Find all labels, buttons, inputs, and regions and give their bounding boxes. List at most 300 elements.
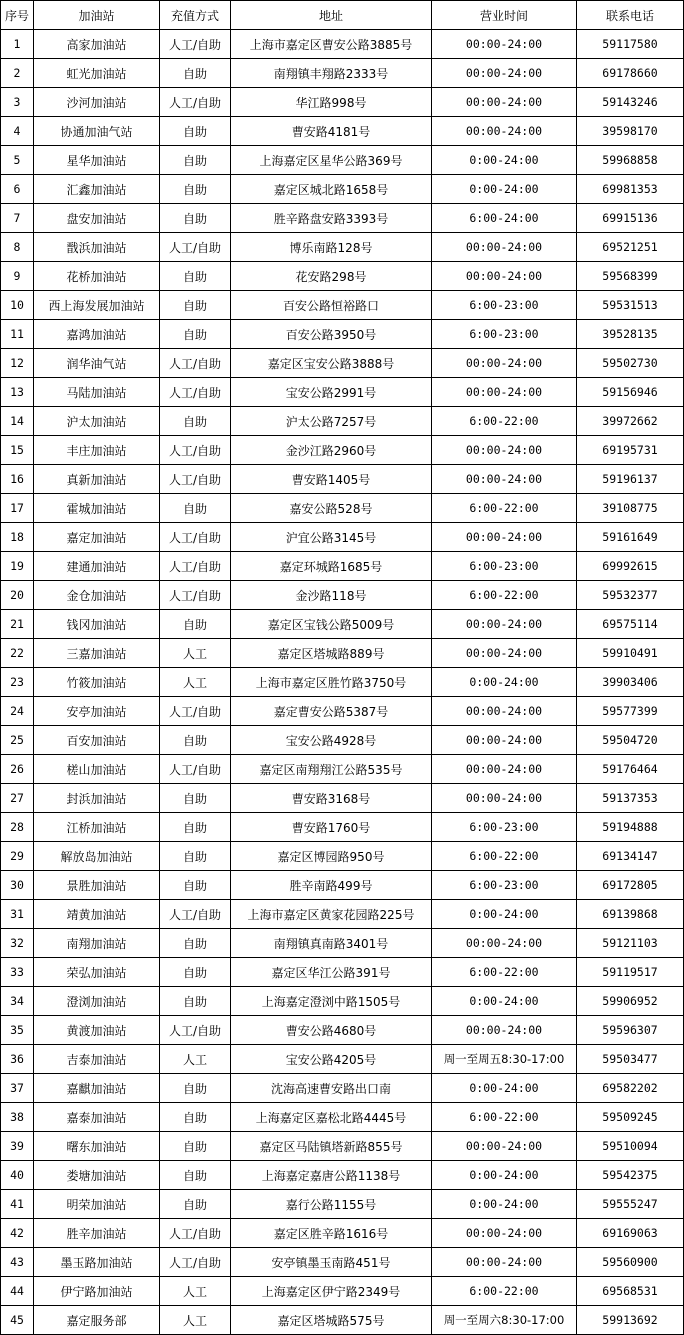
cell-phone: 39972662 <box>577 407 684 436</box>
cell-station: 景胜加油站 <box>34 871 160 900</box>
header-business-hours: 营业时间 <box>432 1 577 30</box>
cell-station: 嘉定服务部 <box>34 1306 160 1335</box>
cell-payment-method: 自助 <box>160 59 231 88</box>
cell-business-hours: 6:00-22:00 <box>432 958 577 987</box>
cell-station: 嘉定加油站 <box>34 523 160 552</box>
cell-index: 2 <box>1 59 34 88</box>
cell-business-hours: 00:00-24:00 <box>432 1132 577 1161</box>
cell-phone: 69981353 <box>577 175 684 204</box>
cell-address: 嘉定区博园路950号 <box>231 842 432 871</box>
cell-address: 嘉定区城北路1658号 <box>231 175 432 204</box>
cell-business-hours: 00:00-24:00 <box>432 88 577 117</box>
cell-index: 11 <box>1 320 34 349</box>
cell-payment-method: 自助 <box>160 842 231 871</box>
cell-payment-method: 人工 <box>160 1277 231 1306</box>
cell-business-hours: 6:00-22:00 <box>432 581 577 610</box>
cell-address: 嘉定区胜辛路1616号 <box>231 1219 432 1248</box>
cell-payment-method: 人工/自助 <box>160 1219 231 1248</box>
cell-business-hours: 00:00-24:00 <box>432 755 577 784</box>
cell-address: 南翔镇丰翔路2333号 <box>231 59 432 88</box>
cell-station: 解放岛加油站 <box>34 842 160 871</box>
cell-payment-method: 自助 <box>160 146 231 175</box>
cell-index: 8 <box>1 233 34 262</box>
cell-index: 9 <box>1 262 34 291</box>
cell-payment-method: 自助 <box>160 813 231 842</box>
cell-address: 曹安路3168号 <box>231 784 432 813</box>
cell-station: 沪太加油站 <box>34 407 160 436</box>
cell-payment-method: 自助 <box>160 610 231 639</box>
cell-phone: 59577399 <box>577 697 684 726</box>
cell-payment-method: 自助 <box>160 320 231 349</box>
cell-address: 嘉定曹安公路5387号 <box>231 697 432 726</box>
cell-index: 12 <box>1 349 34 378</box>
cell-station: 西上海发展加油站 <box>34 291 160 320</box>
cell-business-hours: 00:00-24:00 <box>432 1219 577 1248</box>
cell-business-hours: 6:00-23:00 <box>432 871 577 900</box>
cell-phone: 59119517 <box>577 958 684 987</box>
table-row <box>1 900 684 929</box>
table-row <box>1 1277 684 1306</box>
cell-payment-method: 自助 <box>160 1190 231 1219</box>
cell-address: 嘉定区马陆镇塔新路855号 <box>231 1132 432 1161</box>
cell-index: 1 <box>1 30 34 59</box>
cell-phone: 69169063 <box>577 1219 684 1248</box>
cell-payment-method: 自助 <box>160 204 231 233</box>
cell-business-hours: 6:00-22:00 <box>432 1277 577 1306</box>
cell-phone: 59503477 <box>577 1045 684 1074</box>
cell-index: 19 <box>1 552 34 581</box>
cell-address: 胜辛路盘安路3393号 <box>231 204 432 233</box>
cell-business-hours: 0:00-24:00 <box>432 1190 577 1219</box>
table-row <box>1 320 684 349</box>
cell-phone: 69178660 <box>577 59 684 88</box>
cell-payment-method: 自助 <box>160 871 231 900</box>
cell-index: 41 <box>1 1190 34 1219</box>
cell-index: 33 <box>1 958 34 987</box>
cell-address: 沪太公路7257号 <box>231 407 432 436</box>
cell-address: 金沙路118号 <box>231 581 432 610</box>
cell-payment-method: 人工/自助 <box>160 697 231 726</box>
cell-phone: 59161649 <box>577 523 684 552</box>
cell-business-hours: 00:00-24:00 <box>432 1016 577 1045</box>
cell-business-hours: 00:00-24:00 <box>432 929 577 958</box>
cell-address: 曹安路4181号 <box>231 117 432 146</box>
cell-payment-method: 人工 <box>160 1045 231 1074</box>
cell-station: 嘉泰加油站 <box>34 1103 160 1132</box>
cell-business-hours: 00:00-24:00 <box>432 610 577 639</box>
cell-payment-method: 人工/自助 <box>160 378 231 407</box>
cell-payment-method: 人工/自助 <box>160 30 231 59</box>
table-row <box>1 30 684 59</box>
cell-station: 嘉麒加油站 <box>34 1074 160 1103</box>
cell-station: 吉泰加油站 <box>34 1045 160 1074</box>
cell-index: 26 <box>1 755 34 784</box>
table-row <box>1 784 684 813</box>
cell-index: 18 <box>1 523 34 552</box>
cell-address: 曹安路1405号 <box>231 465 432 494</box>
cell-index: 38 <box>1 1103 34 1132</box>
cell-phone: 59176464 <box>577 755 684 784</box>
cell-index: 15 <box>1 436 34 465</box>
table-row <box>1 262 684 291</box>
cell-phone: 69172805 <box>577 871 684 900</box>
cell-station: 南翔加油站 <box>34 929 160 958</box>
cell-index: 14 <box>1 407 34 436</box>
table-row <box>1 465 684 494</box>
cell-address: 宝安公路4205号 <box>231 1045 432 1074</box>
cell-phone: 69568531 <box>577 1277 684 1306</box>
cell-phone: 69575114 <box>577 610 684 639</box>
cell-phone: 59143246 <box>577 88 684 117</box>
cell-index: 34 <box>1 987 34 1016</box>
cell-business-hours: 00:00-24:00 <box>432 784 577 813</box>
cell-business-hours: 周一至周五8:30-17:00 <box>432 1045 577 1074</box>
cell-payment-method: 人工/自助 <box>160 523 231 552</box>
cell-business-hours: 6:00-22:00 <box>432 842 577 871</box>
header-address: 地址 <box>231 1 432 30</box>
cell-station: 高家加油站 <box>34 30 160 59</box>
table-row <box>1 204 684 233</box>
cell-business-hours: 00:00-24:00 <box>432 262 577 291</box>
cell-business-hours: 0:00-24:00 <box>432 987 577 1016</box>
cell-address: 嘉定区宝安公路3888号 <box>231 349 432 378</box>
cell-phone: 69139868 <box>577 900 684 929</box>
table-row <box>1 552 684 581</box>
table-row <box>1 755 684 784</box>
cell-business-hours: 00:00-24:00 <box>432 436 577 465</box>
cell-business-hours: 00:00-24:00 <box>432 30 577 59</box>
cell-address: 宝安公路4928号 <box>231 726 432 755</box>
cell-business-hours: 00:00-24:00 <box>432 59 577 88</box>
cell-station: 明荣加油站 <box>34 1190 160 1219</box>
cell-station: 墨玉路加油站 <box>34 1248 160 1277</box>
table-row <box>1 958 684 987</box>
cell-address: 嘉定环城路1685号 <box>231 552 432 581</box>
cell-payment-method: 人工 <box>160 668 231 697</box>
cell-station: 沙河加油站 <box>34 88 160 117</box>
cell-address: 上海市嘉定区黄家花园路225号 <box>231 900 432 929</box>
cell-payment-method: 自助 <box>160 1103 231 1132</box>
cell-payment-method: 人工/自助 <box>160 581 231 610</box>
cell-phone: 59906952 <box>577 987 684 1016</box>
cell-station: 钱冈加油站 <box>34 610 160 639</box>
cell-station: 伊宁路加油站 <box>34 1277 160 1306</box>
cell-address: 宝安公路2991号 <box>231 378 432 407</box>
cell-index: 20 <box>1 581 34 610</box>
cell-station: 安亭加油站 <box>34 697 160 726</box>
table-row <box>1 929 684 958</box>
cell-station: 黄渡加油站 <box>34 1016 160 1045</box>
cell-index: 22 <box>1 639 34 668</box>
cell-payment-method: 自助 <box>160 784 231 813</box>
cell-business-hours: 6:00-22:00 <box>432 494 577 523</box>
cell-station: 三嘉加油站 <box>34 639 160 668</box>
cell-index: 25 <box>1 726 34 755</box>
cell-index: 13 <box>1 378 34 407</box>
cell-index: 29 <box>1 842 34 871</box>
table-row <box>1 1161 684 1190</box>
cell-business-hours: 0:00-24:00 <box>432 175 577 204</box>
cell-phone: 59502730 <box>577 349 684 378</box>
cell-phone: 69195731 <box>577 436 684 465</box>
cell-phone: 59194888 <box>577 813 684 842</box>
table-row <box>1 842 684 871</box>
cell-payment-method: 人工/自助 <box>160 755 231 784</box>
cell-index: 44 <box>1 1277 34 1306</box>
table-row <box>1 175 684 204</box>
cell-address: 上海嘉定嘉唐公路1138号 <box>231 1161 432 1190</box>
table-row <box>1 378 684 407</box>
table-row <box>1 1248 684 1277</box>
cell-phone: 69992615 <box>577 552 684 581</box>
cell-address: 南翔镇真南路3401号 <box>231 929 432 958</box>
cell-station: 嘉鸿加油站 <box>34 320 160 349</box>
cell-payment-method: 自助 <box>160 117 231 146</box>
table-row <box>1 59 684 88</box>
cell-payment-method: 自助 <box>160 929 231 958</box>
cell-phone: 59510094 <box>577 1132 684 1161</box>
cell-business-hours: 0:00-24:00 <box>432 146 577 175</box>
cell-phone: 59910491 <box>577 639 684 668</box>
cell-station: 金仓加油站 <box>34 581 160 610</box>
cell-phone: 59117580 <box>577 30 684 59</box>
cell-phone: 59509245 <box>577 1103 684 1132</box>
cell-phone: 59542375 <box>577 1161 684 1190</box>
cell-station: 封浜加油站 <box>34 784 160 813</box>
cell-index: 24 <box>1 697 34 726</box>
cell-business-hours: 6:00-23:00 <box>432 813 577 842</box>
header-phone: 联系电话 <box>577 1 684 30</box>
table-row <box>1 233 684 262</box>
cell-payment-method: 人工 <box>160 1306 231 1335</box>
cell-phone: 69521251 <box>577 233 684 262</box>
cell-index: 45 <box>1 1306 34 1335</box>
cell-index: 32 <box>1 929 34 958</box>
cell-index: 21 <box>1 610 34 639</box>
cell-payment-method: 自助 <box>160 1074 231 1103</box>
cell-address: 安亭镇墨玉南路451号 <box>231 1248 432 1277</box>
table-row <box>1 697 684 726</box>
cell-payment-method: 人工/自助 <box>160 436 231 465</box>
table-row <box>1 1190 684 1219</box>
cell-phone: 59156946 <box>577 378 684 407</box>
cell-payment-method: 人工/自助 <box>160 349 231 378</box>
cell-index: 6 <box>1 175 34 204</box>
cell-address: 华江路998号 <box>231 88 432 117</box>
cell-address: 嘉安公路528号 <box>231 494 432 523</box>
cell-address: 百安公路3950号 <box>231 320 432 349</box>
table-row <box>1 349 684 378</box>
cell-station: 霍城加油站 <box>34 494 160 523</box>
cell-station: 真新加油站 <box>34 465 160 494</box>
cell-phone: 59196137 <box>577 465 684 494</box>
cell-station: 汇鑫加油站 <box>34 175 160 204</box>
table-row <box>1 291 684 320</box>
table-row <box>1 581 684 610</box>
cell-business-hours: 6:00-22:00 <box>432 1103 577 1132</box>
cell-phone: 39598170 <box>577 117 684 146</box>
cell-phone: 59121103 <box>577 929 684 958</box>
cell-payment-method: 自助 <box>160 958 231 987</box>
cell-payment-method: 自助 <box>160 407 231 436</box>
cell-station: 靖黄加油站 <box>34 900 160 929</box>
cell-address: 上海嘉定区嘉松北路4445号 <box>231 1103 432 1132</box>
cell-payment-method: 人工/自助 <box>160 900 231 929</box>
table-row <box>1 813 684 842</box>
cell-business-hours: 00:00-24:00 <box>432 726 577 755</box>
cell-station: 盘安加油站 <box>34 204 160 233</box>
cell-payment-method: 自助 <box>160 987 231 1016</box>
cell-index: 28 <box>1 813 34 842</box>
cell-address: 嘉定区宝钱公路5009号 <box>231 610 432 639</box>
cell-address: 花安路298号 <box>231 262 432 291</box>
cell-address: 上海嘉定澄浏中路1505号 <box>231 987 432 1016</box>
cell-business-hours: 00:00-24:00 <box>432 697 577 726</box>
cell-business-hours: 00:00-24:00 <box>432 465 577 494</box>
cell-address: 上海市嘉定区胜竹路3750号 <box>231 668 432 697</box>
cell-address: 曹安路1760号 <box>231 813 432 842</box>
cell-address: 沪宜公路3145号 <box>231 523 432 552</box>
table-row <box>1 1045 684 1074</box>
cell-business-hours: 6:00-23:00 <box>432 291 577 320</box>
cell-payment-method: 自助 <box>160 726 231 755</box>
cell-address: 嘉定区塔城路889号 <box>231 639 432 668</box>
cell-station: 胜辛加油站 <box>34 1219 160 1248</box>
cell-station: 协通加油气站 <box>34 117 160 146</box>
cell-phone: 69582202 <box>577 1074 684 1103</box>
cell-address: 百安公路恒裕路口 <box>231 291 432 320</box>
cell-phone: 59532377 <box>577 581 684 610</box>
cell-index: 36 <box>1 1045 34 1074</box>
cell-business-hours: 0:00-24:00 <box>432 1074 577 1103</box>
cell-business-hours: 00:00-24:00 <box>432 349 577 378</box>
cell-payment-method: 自助 <box>160 494 231 523</box>
cell-address: 曹安公路4680号 <box>231 1016 432 1045</box>
table-row <box>1 1103 684 1132</box>
cell-station: 澄浏加油站 <box>34 987 160 1016</box>
cell-index: 5 <box>1 146 34 175</box>
cell-address: 嘉定区南翔翔江公路535号 <box>231 755 432 784</box>
cell-index: 4 <box>1 117 34 146</box>
cell-phone: 59504720 <box>577 726 684 755</box>
cell-phone: 59137353 <box>577 784 684 813</box>
cell-address: 上海市嘉定区曹安公路3885号 <box>231 30 432 59</box>
cell-station: 建通加油站 <box>34 552 160 581</box>
cell-index: 17 <box>1 494 34 523</box>
table-row <box>1 436 684 465</box>
cell-address: 嘉定区塔城路575号 <box>231 1306 432 1335</box>
cell-payment-method: 人工/自助 <box>160 88 231 117</box>
cell-address: 嘉行公路1155号 <box>231 1190 432 1219</box>
cell-index: 7 <box>1 204 34 233</box>
cell-station: 虹光加油站 <box>34 59 160 88</box>
cell-payment-method: 人工/自助 <box>160 552 231 581</box>
table-header-row <box>1 1 684 30</box>
cell-station: 花桥加油站 <box>34 262 160 291</box>
table-row <box>1 494 684 523</box>
cell-index: 42 <box>1 1219 34 1248</box>
cell-station: 润华油气站 <box>34 349 160 378</box>
cell-index: 16 <box>1 465 34 494</box>
cell-payment-method: 人工/自助 <box>160 1016 231 1045</box>
cell-index: 35 <box>1 1016 34 1045</box>
cell-payment-method: 自助 <box>160 291 231 320</box>
cell-index: 40 <box>1 1161 34 1190</box>
cell-station: 江桥加油站 <box>34 813 160 842</box>
cell-phone: 39528135 <box>577 320 684 349</box>
cell-payment-method: 人工/自助 <box>160 233 231 262</box>
table-row <box>1 146 684 175</box>
cell-index: 27 <box>1 784 34 813</box>
table-row <box>1 117 684 146</box>
cell-payment-method: 人工/自助 <box>160 1248 231 1277</box>
cell-station: 百安加油站 <box>34 726 160 755</box>
cell-phone: 69915136 <box>577 204 684 233</box>
cell-index: 23 <box>1 668 34 697</box>
cell-phone: 69134147 <box>577 842 684 871</box>
cell-business-hours: 6:00-23:00 <box>432 552 577 581</box>
table-row <box>1 1016 684 1045</box>
cell-payment-method: 人工 <box>160 639 231 668</box>
cell-business-hours: 00:00-24:00 <box>432 523 577 552</box>
cell-phone: 59568399 <box>577 262 684 291</box>
cell-address: 嘉定区华江公路391号 <box>231 958 432 987</box>
cell-phone: 39108775 <box>577 494 684 523</box>
cell-station: 竹筱加油站 <box>34 668 160 697</box>
cell-station: 曙东加油站 <box>34 1132 160 1161</box>
table-row <box>1 610 684 639</box>
table-row <box>1 871 684 900</box>
cell-address: 上海嘉定区星华公路369号 <box>231 146 432 175</box>
table-row <box>1 1074 684 1103</box>
table-row <box>1 668 684 697</box>
cell-phone: 59531513 <box>577 291 684 320</box>
cell-index: 30 <box>1 871 34 900</box>
cell-station: 荣弘加油站 <box>34 958 160 987</box>
cell-phone: 59555247 <box>577 1190 684 1219</box>
cell-business-hours: 00:00-24:00 <box>432 1248 577 1277</box>
header-station: 加油站 <box>34 1 160 30</box>
table-row <box>1 407 684 436</box>
cell-station: 马陆加油站 <box>34 378 160 407</box>
cell-business-hours: 00:00-24:00 <box>432 233 577 262</box>
cell-station: 丰庄加油站 <box>34 436 160 465</box>
table-row <box>1 1219 684 1248</box>
cell-address: 胜辛南路499号 <box>231 871 432 900</box>
cell-business-hours: 0:00-24:00 <box>432 668 577 697</box>
cell-phone: 59560900 <box>577 1248 684 1277</box>
cell-payment-method: 自助 <box>160 175 231 204</box>
table-row <box>1 1306 684 1335</box>
cell-address: 上海嘉定区伊宁路2349号 <box>231 1277 432 1306</box>
table-row <box>1 88 684 117</box>
cell-business-hours: 00:00-24:00 <box>432 378 577 407</box>
cell-business-hours: 00:00-24:00 <box>432 639 577 668</box>
cell-business-hours: 0:00-24:00 <box>432 900 577 929</box>
cell-payment-method: 自助 <box>160 1161 231 1190</box>
cell-business-hours: 6:00-22:00 <box>432 407 577 436</box>
cell-business-hours: 0:00-24:00 <box>432 1161 577 1190</box>
header-payment-method: 充值方式 <box>160 1 231 30</box>
cell-business-hours: 00:00-24:00 <box>432 117 577 146</box>
cell-business-hours: 6:00-23:00 <box>432 320 577 349</box>
cell-station: 星华加油站 <box>34 146 160 175</box>
cell-address: 博乐南路128号 <box>231 233 432 262</box>
cell-phone: 59913692 <box>577 1306 684 1335</box>
cell-business-hours: 6:00-24:00 <box>432 204 577 233</box>
table-row <box>1 726 684 755</box>
cell-index: 3 <box>1 88 34 117</box>
